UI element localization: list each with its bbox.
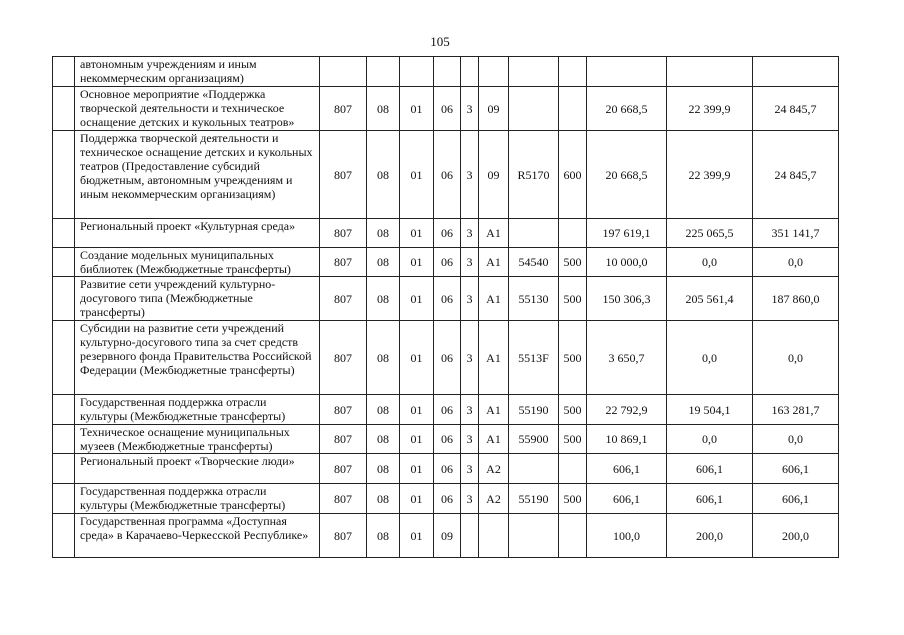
subprogram-code: 3 xyxy=(461,248,479,277)
subprogram-code xyxy=(461,514,479,558)
subsection-code: 01 xyxy=(400,395,434,425)
ministry-code: 807 xyxy=(320,248,367,277)
table-row xyxy=(53,219,839,248)
row-name: Региональный проект «Творческие люди» xyxy=(75,454,320,484)
subsection-code: 01 xyxy=(400,277,434,321)
program-code: 06 xyxy=(434,277,461,321)
amount-year-1: 20 668,5 xyxy=(587,131,667,219)
amount-year-3: 0,0 xyxy=(753,321,839,395)
amount-year-2: 606,1 xyxy=(667,454,753,484)
amount-year-2: 225 065,5 xyxy=(667,219,753,248)
table-row xyxy=(53,321,839,395)
expense-code: 5513F xyxy=(509,321,559,395)
subsection-code: 01 xyxy=(400,484,434,514)
ministry-code: 807 xyxy=(320,277,367,321)
ministry-code: 807 xyxy=(320,454,367,484)
amount-year-3: 163 281,7 xyxy=(753,395,839,425)
expense-code: 55900 xyxy=(509,425,559,454)
program-code: 06 xyxy=(434,395,461,425)
table-row xyxy=(53,57,839,87)
section-code: 08 xyxy=(367,219,400,248)
section-code: 08 xyxy=(367,277,400,321)
expense-type-code: 500 xyxy=(559,395,587,425)
subsection-code: 01 xyxy=(400,321,434,395)
project-code: A1 xyxy=(479,395,509,425)
blank-cell xyxy=(53,395,75,425)
expense-type-code xyxy=(559,57,587,87)
amount-year-3: 0,0 xyxy=(753,425,839,454)
expense-type-code: 500 xyxy=(559,277,587,321)
blank-cell xyxy=(53,87,75,131)
amount-year-2: 200,0 xyxy=(667,514,753,558)
row-name: автономным учреждениям и иным некоммерческим организациям) xyxy=(75,57,320,87)
ministry-code: 807 xyxy=(320,321,367,395)
section-code: 08 xyxy=(367,425,400,454)
section-code: 08 xyxy=(367,321,400,395)
expense-code: R5170 xyxy=(509,131,559,219)
amount-year-3 xyxy=(753,57,839,87)
subsection-code: 01 xyxy=(400,248,434,277)
ministry-code: 807 xyxy=(320,484,367,514)
amount-year-1: 3 650,7 xyxy=(587,321,667,395)
blank-cell xyxy=(53,484,75,514)
amount-year-3: 351 141,7 xyxy=(753,219,839,248)
program-code: 06 xyxy=(434,484,461,514)
table-row xyxy=(53,425,839,454)
blank-cell xyxy=(53,425,75,454)
row-name: Техническое оснащение муниципальных музеев (Межбюджетные трансферты) xyxy=(75,425,320,454)
row-name: Государственная поддержка отрасли культуры (Межбюджетные трансферты) xyxy=(75,395,320,425)
amount-year-3: 606,1 xyxy=(753,484,839,514)
subsection-code: 01 xyxy=(400,87,434,131)
expense-type-code xyxy=(559,454,587,484)
project-code xyxy=(479,514,509,558)
section-code: 08 xyxy=(367,454,400,484)
table-row xyxy=(53,87,839,131)
amount-year-2: 22 399,9 xyxy=(667,87,753,131)
program-code xyxy=(434,57,461,87)
table-row xyxy=(53,395,839,425)
amount-year-2: 19 504,1 xyxy=(667,395,753,425)
ministry-code: 807 xyxy=(320,395,367,425)
row-name: Государственная поддержка отрасли культуры (Межбюджетные трансферты) xyxy=(75,484,320,514)
amount-year-1: 10 000,0 xyxy=(587,248,667,277)
subprogram-code: 3 xyxy=(461,131,479,219)
program-code: 06 xyxy=(434,87,461,131)
subprogram-code: 3 xyxy=(461,395,479,425)
expense-code: 55190 xyxy=(509,395,559,425)
expense-code xyxy=(509,454,559,484)
program-code: 06 xyxy=(434,454,461,484)
subsection-code xyxy=(400,57,434,87)
project-code: A1 xyxy=(479,321,509,395)
section-code: 08 xyxy=(367,395,400,425)
project-code: A1 xyxy=(479,248,509,277)
program-code: 06 xyxy=(434,321,461,395)
subprogram-code xyxy=(461,57,479,87)
expense-type-code: 500 xyxy=(559,425,587,454)
expense-type-code: 500 xyxy=(559,484,587,514)
amount-year-1 xyxy=(587,57,667,87)
table-row xyxy=(53,277,839,321)
amount-year-2: 22 399,9 xyxy=(667,131,753,219)
program-code: 06 xyxy=(434,131,461,219)
expense-code: 54540 xyxy=(509,248,559,277)
program-code: 06 xyxy=(434,248,461,277)
subprogram-code: 3 xyxy=(461,484,479,514)
project-code: A1 xyxy=(479,277,509,321)
subprogram-code: 3 xyxy=(461,87,479,131)
amount-year-3: 187 860,0 xyxy=(753,277,839,321)
project-code: 09 xyxy=(479,131,509,219)
blank-cell xyxy=(53,57,75,87)
project-code: A1 xyxy=(479,425,509,454)
subprogram-code: 3 xyxy=(461,321,479,395)
blank-cell xyxy=(53,248,75,277)
amount-year-3: 24 845,7 xyxy=(753,131,839,219)
table-row xyxy=(53,454,839,484)
amount-year-1: 197 619,1 xyxy=(587,219,667,248)
amount-year-3: 606,1 xyxy=(753,454,839,484)
table-row xyxy=(53,248,839,277)
row-name: Развитие сети учреждений культурно-досугового типа (Межбюджетные трансферты) xyxy=(75,277,320,321)
expense-code xyxy=(509,57,559,87)
expense-code xyxy=(509,219,559,248)
row-name: Субсидии на развитие сети учреждений культурно-досугового типа за счет средств резервного фонда Правительства Российской Федерации (Межбюджетные трансферты) xyxy=(75,321,320,395)
subsection-code: 01 xyxy=(400,454,434,484)
row-name: Создание модельных муниципальных библиотек (Межбюджетные трансферты) xyxy=(75,248,320,277)
section-code: 08 xyxy=(367,131,400,219)
amount-year-1: 100,0 xyxy=(587,514,667,558)
subsection-code: 01 xyxy=(400,219,434,248)
section-code xyxy=(367,57,400,87)
amount-year-2: 205 561,4 xyxy=(667,277,753,321)
amount-year-1: 150 306,3 xyxy=(587,277,667,321)
subprogram-code: 3 xyxy=(461,277,479,321)
row-name: Государственная программа «Доступная среда» в Карачаево-Черкесской Республике» xyxy=(75,514,320,558)
section-code: 08 xyxy=(367,484,400,514)
blank-cell xyxy=(53,131,75,219)
blank-cell xyxy=(53,219,75,248)
expense-type-code xyxy=(559,219,587,248)
blank-cell xyxy=(53,514,75,558)
table-row xyxy=(53,131,839,219)
project-code: A2 xyxy=(479,484,509,514)
subsection-code: 01 xyxy=(400,425,434,454)
program-code: 06 xyxy=(434,219,461,248)
section-code: 08 xyxy=(367,248,400,277)
expense-type-code xyxy=(559,514,587,558)
row-name: Поддержка творческой деятельности и техническое оснащение детских и кукольных театров (Предоставление субсидий бюджетным, автономным учреждениям и иным некоммерческим организациям) xyxy=(75,131,320,219)
amount-year-3: 0,0 xyxy=(753,248,839,277)
project-code: A1 xyxy=(479,219,509,248)
amount-year-3: 24 845,7 xyxy=(753,87,839,131)
amount-year-1: 20 668,5 xyxy=(587,87,667,131)
table-row xyxy=(53,514,839,558)
row-name: Региональный проект «Культурная среда» xyxy=(75,219,320,248)
amount-year-2: 0,0 xyxy=(667,425,753,454)
table-row xyxy=(53,484,839,514)
ministry-code: 807 xyxy=(320,425,367,454)
section-code: 08 xyxy=(367,514,400,558)
expense-type-code: 500 xyxy=(559,248,587,277)
program-code: 06 xyxy=(434,425,461,454)
project-code: A2 xyxy=(479,454,509,484)
project-code xyxy=(479,57,509,87)
amount-year-2: 0,0 xyxy=(667,248,753,277)
subsection-code: 01 xyxy=(400,131,434,219)
amount-year-1: 10 869,1 xyxy=(587,425,667,454)
page-number: 105 xyxy=(430,34,450,49)
amount-year-3: 200,0 xyxy=(753,514,839,558)
ministry-code: 807 xyxy=(320,514,367,558)
amount-year-1: 22 792,9 xyxy=(587,395,667,425)
expense-code: 55130 xyxy=(509,277,559,321)
subprogram-code: 3 xyxy=(461,219,479,248)
budget-table xyxy=(52,56,839,558)
ministry-code: 807 xyxy=(320,131,367,219)
amount-year-2: 0,0 xyxy=(667,321,753,395)
expense-type-code: 500 xyxy=(559,321,587,395)
ministry-code: 807 xyxy=(320,87,367,131)
project-code: 09 xyxy=(479,87,509,131)
expense-type-code xyxy=(559,87,587,131)
section-code: 08 xyxy=(367,87,400,131)
amount-year-1: 606,1 xyxy=(587,454,667,484)
expense-code xyxy=(509,87,559,131)
blank-cell xyxy=(53,321,75,395)
amount-year-2: 606,1 xyxy=(667,484,753,514)
expense-code: 55190 xyxy=(509,484,559,514)
ministry-code: 807 xyxy=(320,219,367,248)
blank-cell xyxy=(53,454,75,484)
amount-year-2 xyxy=(667,57,753,87)
subsection-code: 01 xyxy=(400,514,434,558)
row-name: Основное мероприятие «Поддержка творческой деятельности и техническое оснащение детских и кукольных театров» xyxy=(75,87,320,131)
blank-cell xyxy=(53,277,75,321)
amount-year-1: 606,1 xyxy=(587,484,667,514)
ministry-code xyxy=(320,57,367,87)
expense-code xyxy=(509,514,559,558)
expense-type-code: 600 xyxy=(559,131,587,219)
subprogram-code: 3 xyxy=(461,425,479,454)
program-code: 09 xyxy=(434,514,461,558)
subprogram-code: 3 xyxy=(461,454,479,484)
